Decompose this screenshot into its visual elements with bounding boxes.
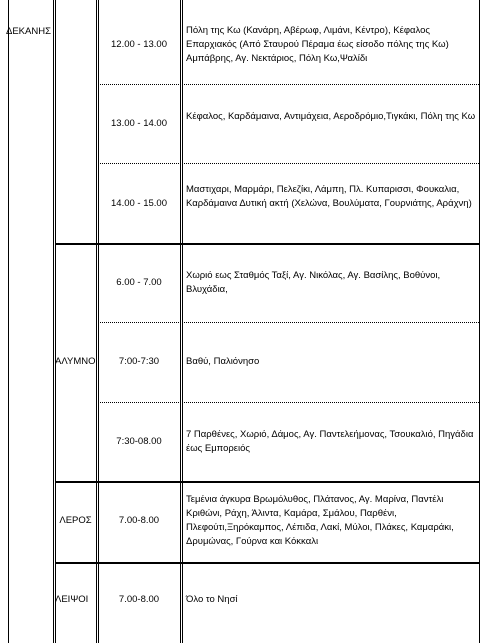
places-text: Κέφαλος, Καρδάμαινα, Αντιμάχεια, Αεροδρόμιο,Τιγκάκι, Πόλη της Κω: [186, 111, 476, 122]
row-divider: [98, 163, 479, 164]
places-text: Βαθύ, Παλιόνησο: [186, 356, 260, 367]
table-border-right: [479, 0, 480, 643]
time-slot: 7.00-8.00: [118, 594, 160, 605]
places-text: Πόλη της Κω (Κανάρη, Αβέρωφ, Λιμάνι, Κέντρο), Κέφαλος Επαρχιακός (Από Σταυρού Πέραμα έως είσοδο πόλης της Κω) Αμπάβρης, Αγ. Νεκτάριος, Πόλη Κω,Ψαλίδι: [186, 25, 449, 64]
row-divider: [98, 402, 479, 403]
places-text: Όλο το Νησί: [186, 594, 238, 605]
group-divider: [55, 243, 479, 245]
places-text: 7 Παρθένες, Χωριό, Δάμος, Αγ. Παντελεήμονας, Τσουκαλιό, Πηγάδια έως Εμπορειός: [186, 429, 474, 454]
region-label: ΑΛΥΜΝΟ: [55, 356, 96, 367]
time-slot: 7:30-08.00: [116, 436, 162, 447]
group-divider: [55, 481, 479, 483]
column-divider: [55, 0, 56, 643]
time-slot: 13.00 - 14.00: [111, 118, 167, 129]
time-slot: 7.00-8.00: [118, 515, 160, 526]
places-text: Τεμένια άγκυρα Βρωμόλυθος, Πλάτανος, Αγ. Μαρίνα, Παντέλι Κριθώνι, Ράχη, Άλιντα, Καμάρα, Σμάλου, Παρθένι, Πλεφούτι,Ξηρόκαμπος, Λέπιδα, Λακί, Μύλοι, Πλάκες, Καμαράκι, Δρυμώνας, Γούρνα και Κόκκαλι: [186, 494, 454, 547]
row-divider: [98, 84, 479, 85]
time-slot: 7:00-7:30: [118, 356, 160, 367]
region-label: ΛΕΡΟΣ: [59, 515, 92, 526]
column-divider: [53, 0, 54, 643]
region-label: ΔΕΚΑΝΗΣ: [6, 26, 51, 37]
time-slot: 12.00 - 13.00: [111, 39, 167, 50]
table-border-left: [8, 0, 9, 643]
places-text: Χωριό εως Σταθμός Ταξί, Αγ. Νικόλας, Αγ. Βασίλης, Βοθύνοι, Βλυχάδια,: [186, 270, 441, 295]
group-divider: [55, 562, 479, 564]
column-divider: [96, 0, 97, 643]
places-text: Μαστιχαρι, Μαρμάρι, Πελεζίκι, Λάμπη, Πλ. Κυπαρισσι, Φουκαλια, Καρδάμαινα Δυτική ακτή (Χελώνα, Βουλύματα, Γουρνιάτης, Αράχνη): [186, 184, 472, 209]
time-slot: 6.00 - 7.00: [116, 277, 162, 288]
row-divider: [98, 322, 479, 323]
region-label: ΛΕΙΨΟΙ: [55, 594, 89, 605]
time-slot: 14.00 - 15.00: [111, 198, 167, 209]
